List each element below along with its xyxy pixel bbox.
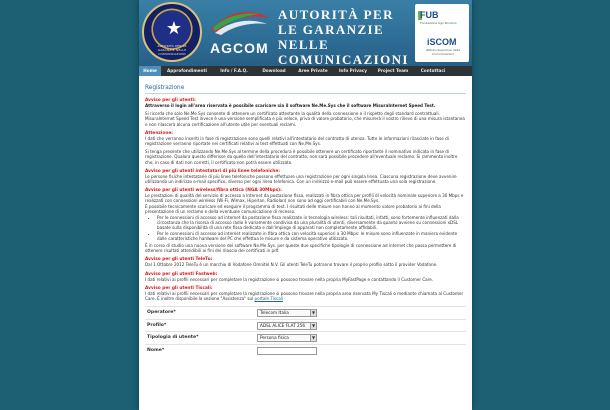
notice-wireless — [145, 188, 466, 253]
notice-paragraph: I dati che verranno inseriti in fase di registrazione sono quelli relativi all'intestatario del contratto di utenza. Tutte le informazioni rilasciate in fase di registrazione verranno riportate nei certificati relativi ai test effettuati con Ne.Me.Sys. — [145, 135, 449, 147]
notice-all-users — [145, 98, 466, 165]
chevron-down-icon[interactable]: ▼ — [311, 322, 316, 328]
nav-item-aree-private[interactable]: Aree Private — [298, 68, 328, 73]
notice-paragraph: Le prestazioni di qualità del servizio di accesso a Internet da postazione fissa, realizzati in fibra ottica per profili di velocità nominale superiore a 30 Mbps e realizzati con connessioni wireless (Wi-Fi, Wimax, Hiperlan, Radiolan) non sono ad oggi certificabili con Ne.Me.Sys. — [145, 193, 464, 204]
form-row-user-type — [145, 331, 466, 344]
iscom-subtitle: Istituto Superiore delle Comunicazioni — [425, 48, 461, 56]
name-label: Nome* — [147, 347, 165, 353]
star-icon: ★ — [165, 18, 183, 39]
nav-item-project-team[interactable]: Project Team — [377, 68, 409, 73]
nav-item-download[interactable]: Download — [262, 68, 286, 73]
tiscali-portal-link[interactable]: portale Tiscali — [254, 296, 284, 302]
main-content — [139, 76, 472, 356]
nav-item-info-privacy[interactable]: Info Privacy — [338, 68, 368, 73]
agcom-seal-logo — [142, 2, 202, 62]
sponsor-box — [415, 4, 469, 62]
registration-form — [145, 306, 466, 356]
notice-heading: Avviso per gli utenti Fastweb: — [145, 271, 218, 277]
profile-value: ADSL ALICE FLAT 256 — [260, 322, 306, 328]
iscom-logo[interactable]: iSCOM — [427, 37, 457, 47]
chevron-down-icon[interactable]: ▼ — [311, 335, 316, 341]
notice-fastweb — [145, 272, 466, 282]
form-row-operator — [145, 306, 466, 319]
notice-paragraph — [145, 291, 466, 301]
notice-bullet-list — [157, 215, 466, 241]
notice-teletu — [145, 257, 466, 267]
notice-paragraph: Si ricorda che solo Ne.Me.Sys consente di ottenere un certificato attestante la qualità della connessione e il rispetto degli standard contrattuali. MisuraInternet Speed Test invece è una versione semplificata e più veloce, priva di valore probatorio, che misurerà il vostro rilievo di una misura istantanea e non rilascerà alcuna certificazione all'utente utile per eventuali reclami. — [145, 111, 465, 127]
seal-text: AUTORITÀ PER LE GARANZIE NELLE COMUNICAZIONI — [157, 44, 187, 56]
fub-subtitle: Fondazione Ugo Bordoni — [420, 21, 457, 25]
main-nav — [139, 66, 472, 76]
notice-paragraph: È possibile tecnicamente scaricare ed eseguire il programma di test. I risultati delle misure non hanno al momento valore probatorio ai fini della presentazione di un reclamo e della eventuale comunicazione di recesso. — [145, 203, 441, 214]
notice-heading: Avviso per gli utenti wireless/fibra ottica (NGA 30Mbps): — [145, 188, 282, 194]
user-type-value: Persona fisica — [260, 335, 289, 341]
operator-select[interactable] — [257, 309, 317, 317]
notice-paragraph: I dati relativi ai profili necessari per completare la registrazione si possono trovare nella propria MyFastPage e contattando il Customer Care. — [145, 276, 434, 282]
chevron-down-icon[interactable]: ▼ — [311, 310, 316, 316]
page-container — [139, 0, 472, 410]
notice-paragraph: Dal 1 Ottobre 2012 TeleTu è un marchio di Vodafone Omnitel N.V. Gli utenti TeleTu potranno trovare il proprio profilo sotto il provider Vodafone. — [145, 262, 438, 268]
notice-heading: Avviso per gli utenti intestatari di più linee telefoniche: — [145, 168, 280, 174]
name-input[interactable] — [257, 347, 317, 355]
agcom-wordmark[interactable]: AGCOM — [210, 40, 269, 56]
form-row-name — [145, 344, 466, 357]
fub-logo[interactable]: FUB — [420, 10, 439, 20]
swoosh-logo-icon — [209, 6, 271, 36]
operator-label: Operatore* — [147, 310, 176, 316]
notice-heading: Avviso per gli utenti: — [145, 98, 196, 103]
notice-tiscali — [145, 286, 466, 301]
notice-text: I dati relativi ai profili necessari per completare la registrazione si possono trovare nella propria area riservata My Tiscali o mediante chiamata al Customer Care. È inoltre disponibile la sezione "Assistenza" sul — [145, 290, 464, 302]
nav-item-home[interactable]: Home — [139, 66, 161, 76]
site-header — [139, 0, 472, 66]
nav-item-approfondimenti[interactable]: Approfondimenti — [167, 68, 207, 73]
nav-item-contattaci[interactable]: Contattaci — [420, 68, 446, 73]
site-title: AUTORITÀ PER LE GARANZIE NELLE COMUNICAZIONI — [278, 7, 409, 66]
nav-item-info-faq[interactable]: Info / F.A.Q. — [220, 68, 248, 73]
notice-heading: Avviso per gli utenti Tiscali: — [145, 285, 213, 291]
user-type-select[interactable] — [257, 334, 317, 342]
title-divider — [145, 93, 466, 94]
notice-lead: Attraverso il login all'area riservata è possibile scaricare sia il software Ne.Me.Sys che il software MisuraInternet Speed Test. — [145, 103, 436, 108]
list-item: • Per le connessioni di accesso ad internet realizzate in fibra ottica con velocità superiori a 30 Mbps: le misure sono influenzate in maniera evidente dalle caratteristiche hardware del PC che effettua le misure e da sistema operativo utilizzato. — [157, 231, 466, 241]
profile-label: Profilo* — [147, 322, 167, 328]
list-item: • Per le connessioni di accesso ad internet da postazione fissa realizzate in tecnologia wireless: tali risultati, infatti, sono fortemente influenzati dalla circostanza che la risorsa di accesso radio è variamente condivisa da una pluralità di utenti, diversamente da quanto avviene su connessioni xDSL basate sulla disponibilità di una rete fissa dedicata e dall'impiego di apparati non completamente affidabili. — [157, 215, 466, 231]
notice-paragraph: Le persone fisiche intestatarie di più linee telefoniche possono effettuare una registrazione per ogni singola linea. Ciascuna registrazione deve avvenire utilizzando un indirizzo e-mail specifico, diverso per ogni linea telefonica. Con un indirizzo e-mail può essere effettuata una sola registrazione. — [145, 173, 457, 185]
user-type-label: Tipologia di utente* — [147, 335, 199, 341]
notice-paragraph: Si tenga presente che utilizzando Ne.Me.Sys al termine della procedura è possibile ottenere un certificato riportante il nominativo indicato in fase di registrazione. Qualora questo differisse da quello dell'intestatario del contratto, non sarà possibile procedere all'eventuale reclamo. Si rammenta inoltre che, in caso di dati non corretti, il certificato non potrà essere utilizzato. — [145, 149, 458, 165]
notice-paragraph: È in corso di studio una nuova versione del software Ne.Me.Sys. per queste due specifiche tipologie di connessione ad internet che possa permettere di ottenere risultati attendibili ai fini dei rilascio dei certificati in pdf. — [145, 243, 457, 254]
profile-select[interactable] — [257, 322, 317, 330]
page-title: Registrazione — [145, 85, 185, 91]
notice-heading: Avviso per gli utenti TeleTu: — [145, 257, 213, 263]
form-row-profile — [145, 319, 466, 332]
notice-multiple-lines — [145, 169, 466, 184]
attention-heading: Attenzione: — [145, 130, 174, 136]
operator-value: Telecom Italia — [260, 310, 289, 316]
